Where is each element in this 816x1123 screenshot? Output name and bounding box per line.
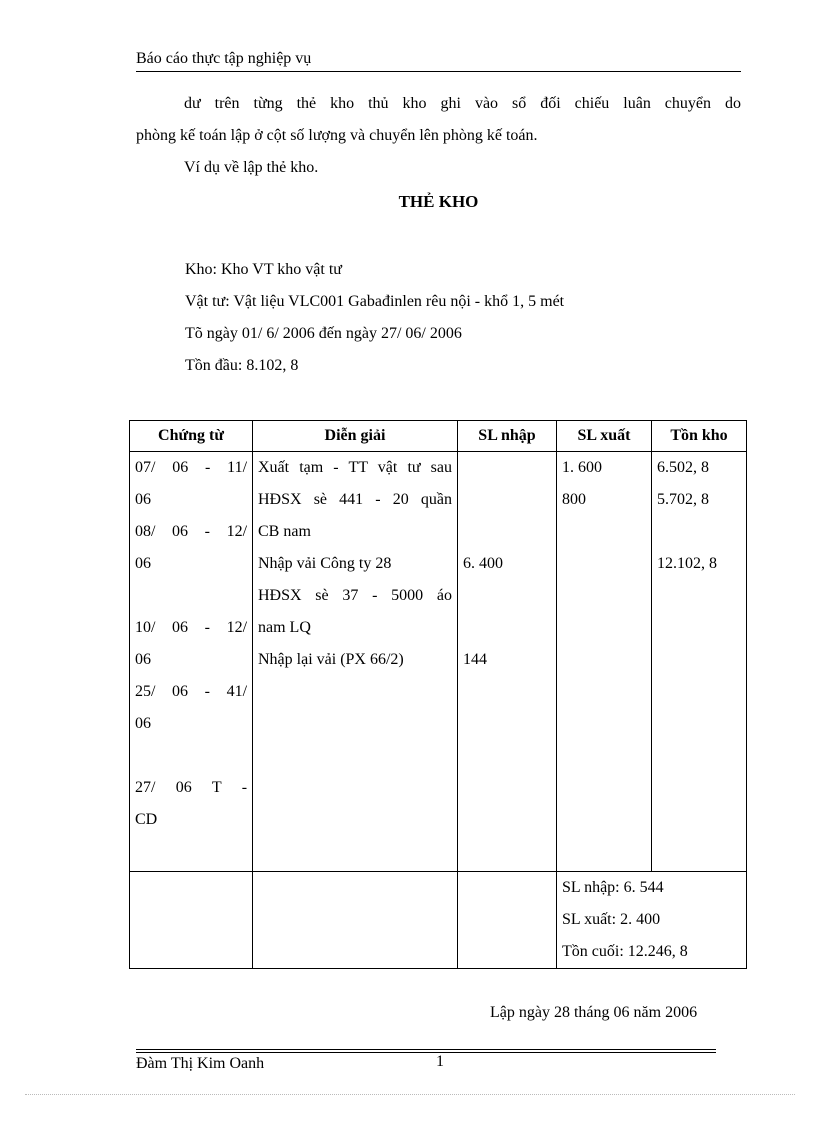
footer-rule (136, 1049, 716, 1050)
signature-date: Lập ngày 28 tháng 06 năm 2006 (490, 1004, 698, 1021)
dien-giai-line: Xuất tạm - TT vật tư sau (258, 459, 452, 476)
chung-tu-line: 06 (135, 651, 151, 668)
chung-tu-line: 08/ 06 - 12/ (135, 523, 248, 540)
ton-kho-line: 12.102, 8 (657, 555, 717, 572)
chung-tu-line: 07/ 06 - 11/ (135, 459, 248, 476)
dien-giai-cell (253, 452, 458, 872)
table-row (130, 452, 747, 872)
sl-nhap-line (463, 516, 551, 548)
page-number: 1 (436, 1053, 444, 1070)
chung-tu-line: 25/ 06 - 41/ (135, 683, 248, 700)
sl-xuat-cell (557, 452, 652, 872)
sl-xuat-line: 1. 600 (562, 459, 602, 476)
sl-nhap-line (463, 452, 551, 484)
sl-nhap-line (463, 580, 551, 612)
ton-kho-line: 6.502, 8 (657, 459, 709, 476)
col-header-sl-xuat: SL xuất (557, 421, 652, 452)
col-header-sl-nhap: SL nhập (458, 421, 557, 452)
ton-kho-line (657, 516, 741, 548)
material-line: Vật tư: Vật liệu VLC001 Gabađinlen rêu nội - khổ 1, 5 mét (185, 293, 565, 310)
summary-empty-cell (458, 872, 557, 969)
summary-sl-xuat: SL xuất: 2. 400 (562, 911, 661, 928)
chung-tu-line: 10/ 06 - 12/ (135, 619, 248, 636)
chung-tu-line: CD (135, 811, 158, 828)
ton-kho-line: 5.702, 8 (657, 491, 709, 508)
sl-nhap-line (463, 484, 551, 516)
chung-tu-line: 06 (135, 491, 151, 508)
chung-tu-line: 06 (135, 715, 151, 732)
intro-line-3: Ví dụ về lập thẻ kho. (184, 159, 319, 176)
dien-giai-line: HĐSX sè 441 - 20 quần (258, 491, 452, 508)
summary-ton-cuoi: Tồn cuối: 12.246, 8 (562, 943, 688, 960)
summary-cell (557, 872, 747, 969)
header-rule (136, 71, 741, 72)
page-edge-line (25, 1094, 795, 1095)
header-title: Báo cáo thực tập nghiệp vụ (136, 50, 312, 67)
col-header-ton-kho: Tồn kho (652, 421, 747, 452)
summary-row (130, 872, 747, 969)
chung-tu-line (135, 740, 247, 772)
dien-giai-line: CB nam (258, 523, 311, 540)
chung-tu-line (135, 580, 247, 612)
summary-sl-nhap: SL nhập: 6. 544 (562, 879, 664, 896)
dien-giai-line: Nhập vải Công ty 28 (258, 555, 392, 572)
chung-tu-line: 06 (135, 555, 151, 572)
stock-card-table (129, 420, 747, 969)
ton-kho-cell (652, 452, 747, 872)
summary-empty-cell (130, 872, 253, 969)
col-header-dien-giai: Diễn giải (253, 421, 458, 452)
period-line: Tõ ngày 01/ 6/ 2006 đến ngày 27/ 06/ 2006 (185, 325, 462, 342)
col-header-chung-tu: Chứng từ (130, 421, 253, 452)
dien-giai-line: HĐSX sè 37 - 5000 áo (258, 587, 452, 604)
sl-nhap-cell (458, 452, 557, 872)
intro-paragraph (136, 88, 741, 184)
dien-giai-line: nam LQ (258, 619, 311, 636)
chung-tu-cell (130, 452, 253, 872)
dien-giai-line: Nhập lại vải (PX 66/2) (258, 651, 404, 668)
card-title: THẺ KHO (398, 192, 479, 211)
chung-tu-list (135, 452, 247, 836)
footer-author: Đàm Thị Kim Oanh (136, 1055, 265, 1072)
summary-empty-cell (253, 872, 458, 969)
sl-nhap-line: 6. 400 (463, 555, 503, 572)
footer-rule (136, 1052, 716, 1053)
opening-balance-line: Tồn đầu: 8.102, 8 (185, 357, 299, 374)
chung-tu-line: 27/ 06 T - (135, 779, 248, 796)
intro-line-1: dư trên từng thẻ kho thủ kho ghi vào sổ đối chiếu luân chuyển do (184, 95, 741, 112)
warehouse-line: Kho: Kho VT kho vật tư (185, 261, 342, 278)
intro-line-2: phòng kế toán lập ở cột số lượng và chuyển lên phòng kế toán. (136, 127, 538, 144)
table-header-row (130, 421, 747, 452)
sl-nhap-line: 144 (463, 651, 487, 668)
sl-xuat-line: 800 (562, 491, 586, 508)
sl-nhap-line (463, 612, 551, 644)
